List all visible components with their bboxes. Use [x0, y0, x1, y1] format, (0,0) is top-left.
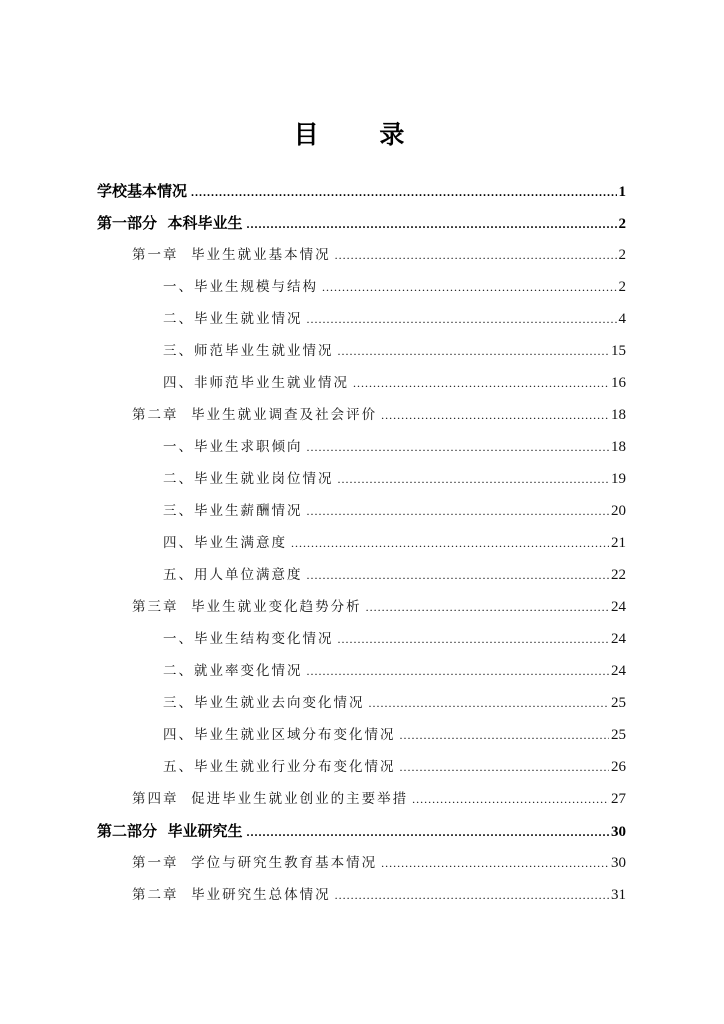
toc-entry-label: 四、毕业生就业区域分布变化情况: [163, 727, 396, 743]
toc-leader-dots: [307, 655, 610, 687]
toc-page-number: 26: [611, 759, 626, 775]
toc-leader-dots: [191, 176, 616, 208]
toc-page-number: 25: [611, 727, 626, 743]
toc-entry-label: 一、毕业生结构变化情况: [163, 631, 334, 647]
toc-entry-label: 第二章 毕业生就业调查及社会评价: [132, 407, 378, 423]
toc-page-number: 4: [618, 311, 626, 327]
toc-entry-label: 学校基本情况: [97, 182, 188, 200]
toc-entry-part-one[interactable]: [97, 207, 626, 239]
toc-page-number: 18: [611, 407, 626, 423]
toc-leader-dots: [307, 431, 610, 463]
toc-entry-label: 第一部分 本科毕业生: [97, 214, 243, 232]
toc-entry-label: 三、毕业生就业去向变化情况: [163, 695, 365, 711]
toc-entry-section[interactable]: [163, 495, 626, 527]
toc-entry-label: 五、用人单位满意度: [163, 567, 303, 583]
toc-leader-dots: [412, 783, 609, 815]
toc-page-number: 30: [611, 855, 626, 871]
toc-entry-label: 二、就业率变化情况: [163, 663, 303, 679]
toc-entry-chapter[interactable]: [132, 239, 626, 271]
toc-entry-label: 五、毕业生就业行业分布变化情况: [163, 759, 396, 775]
toc-leader-dots: [291, 527, 609, 559]
toc-page-number: 1: [618, 184, 626, 200]
toc-entry-chapter[interactable]: [132, 879, 626, 911]
toc-entry-chapter[interactable]: [132, 847, 626, 879]
toc-page-number: 27: [611, 791, 626, 807]
toc-leader-dots: [335, 239, 617, 271]
toc-entry-section[interactable]: [163, 303, 626, 335]
toc-leader-dots: [338, 463, 610, 495]
toc-entry-label: 四、非师范毕业生就业情况: [163, 375, 349, 391]
toc-page-number: 2: [618, 279, 626, 295]
toc-entry-label: 三、师范毕业生就业情况: [163, 343, 334, 359]
toc-entry-label: 二、毕业生就业岗位情况: [163, 471, 334, 487]
toc-entry-label: 第一章 学位与研究生教育基本情况: [132, 855, 378, 871]
toc-page-number: 15: [611, 343, 626, 359]
toc-page-number: 19: [611, 471, 626, 487]
toc-entry-section[interactable]: [163, 527, 626, 559]
page-title: 目 录: [293, 120, 431, 149]
toc-page-number: 2: [618, 247, 626, 263]
toc-page-number: 16: [611, 375, 626, 391]
toc-leader-dots: [353, 367, 609, 399]
toc-leader-dots: [307, 559, 610, 591]
toc-page-number: 30: [611, 824, 626, 840]
toc-entry-label: 第二章 毕业研究生总体情况: [132, 887, 331, 903]
toc-entry-section[interactable]: [163, 623, 626, 655]
toc-leader-dots: [307, 303, 617, 335]
toc-entry-label: 三、毕业生薪酬情况: [163, 503, 303, 519]
toc-entry-label: 一、毕业生求职倾向: [163, 439, 303, 455]
toc-entry-label: 一、毕业生规模与结构: [163, 279, 318, 295]
toc-leader-dots: [400, 751, 610, 783]
toc-entry-label: 二、毕业生就业情况: [163, 311, 303, 327]
toc-leader-dots: [246, 208, 616, 240]
toc-leader-dots: [381, 847, 609, 879]
toc-entry-section[interactable]: [163, 431, 626, 463]
toc-leader-dots: [307, 495, 610, 527]
toc-page-number: 21: [611, 535, 626, 551]
toc-page-number: 2: [618, 216, 626, 232]
toc-leader-dots: [400, 719, 610, 751]
toc-entry-section[interactable]: [163, 335, 626, 367]
toc-entry-label: 四、毕业生满意度: [163, 535, 287, 551]
toc-entry-label: 第一章 毕业生就业基本情况: [132, 247, 331, 263]
toc-page-number: 24: [611, 631, 626, 647]
toc-entry-chapter[interactable]: [132, 399, 626, 431]
toc-page-number: 24: [611, 599, 626, 615]
toc-leader-dots: [322, 271, 617, 303]
toc-entry-section[interactable]: [163, 655, 626, 687]
toc-entry-section[interactable]: [163, 559, 626, 591]
toc-page-number: 31: [611, 887, 626, 903]
toc-leader-dots: [338, 623, 610, 655]
toc-entry-label: 第三章 毕业生就业变化趋势分析: [132, 599, 362, 615]
toc-page-number: 25: [611, 695, 626, 711]
toc-entry-chapter[interactable]: [132, 783, 626, 815]
toc-entry-label: 第四章 促进毕业生就业创业的主要举措: [132, 791, 409, 807]
toc-entry-label: 第二部分 毕业研究生: [97, 822, 243, 840]
toc-entry-chapter[interactable]: [132, 591, 626, 623]
toc-entry-section[interactable]: [163, 687, 626, 719]
toc-entry-school-overview[interactable]: [97, 175, 626, 207]
toc-leader-dots: [335, 879, 609, 911]
toc-page-number: 18: [611, 439, 626, 455]
toc-leader-dots: [366, 591, 609, 623]
toc-entry-section[interactable]: [163, 719, 626, 751]
toc-page-number: 22: [611, 567, 626, 583]
toc-entry-section[interactable]: [163, 367, 626, 399]
toc-leader-dots: [369, 687, 610, 719]
toc-leader-dots: [338, 335, 610, 367]
toc-page-number: 24: [611, 663, 626, 679]
toc-leader-dots: [246, 816, 609, 848]
toc-entry-part-two[interactable]: [97, 815, 626, 847]
toc-entry-section[interactable]: [163, 463, 626, 495]
toc-page-number: 20: [611, 503, 626, 519]
toc-entry-section[interactable]: [163, 751, 626, 783]
toc-leader-dots: [381, 399, 609, 431]
toc-entry-section[interactable]: [163, 271, 626, 303]
